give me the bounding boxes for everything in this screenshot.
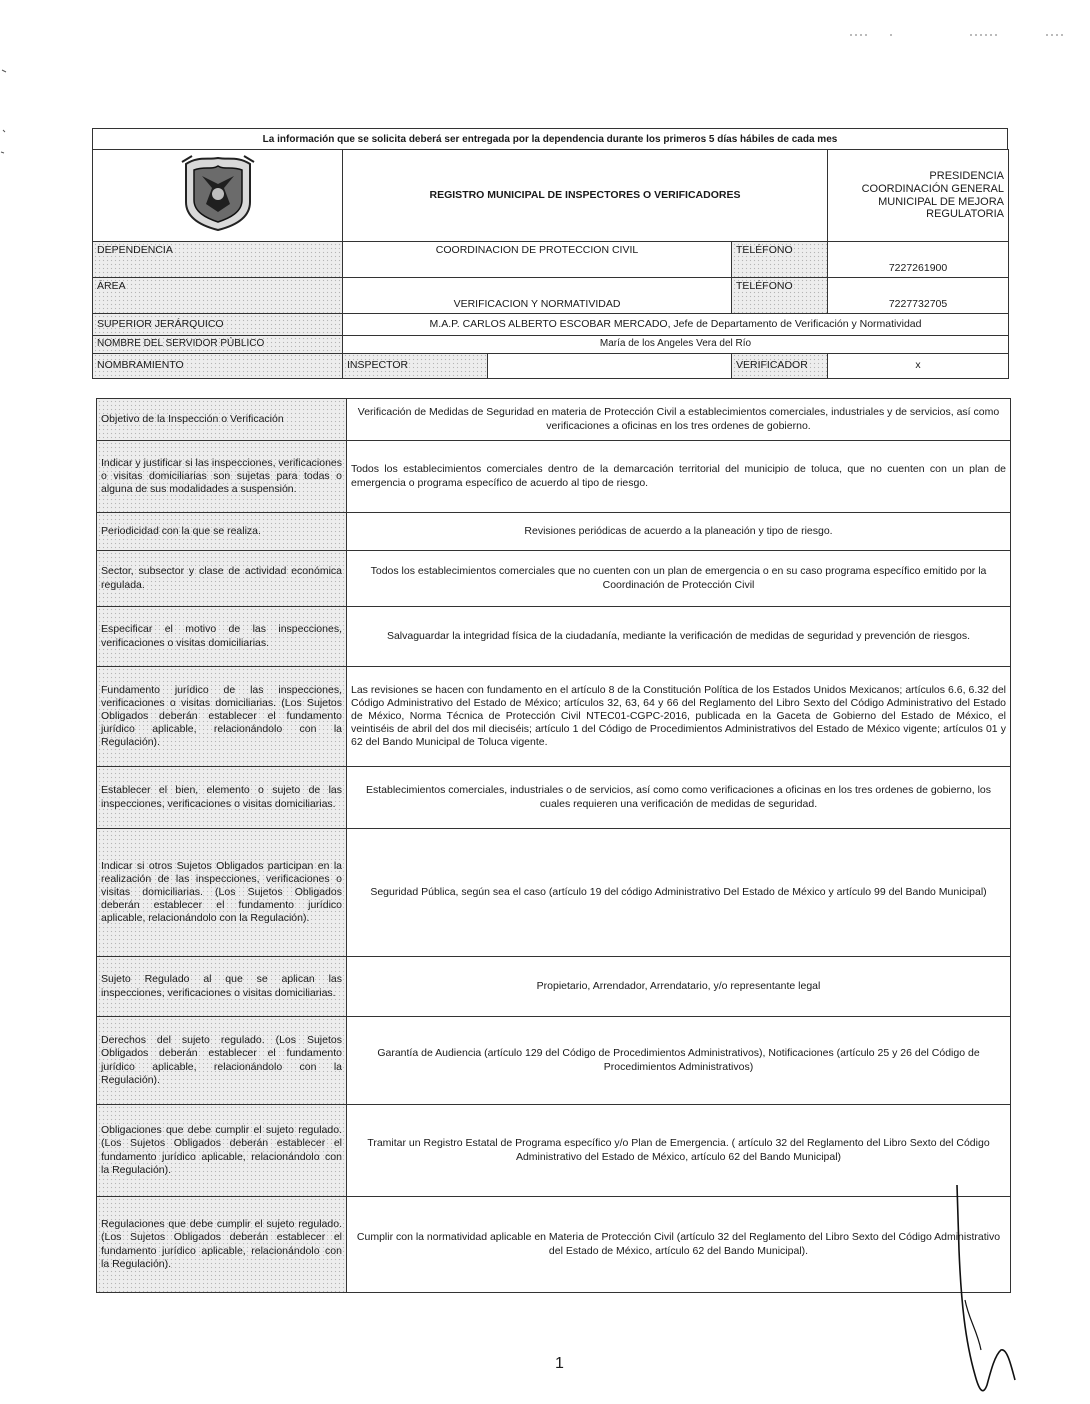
area-label: ÁREA xyxy=(93,278,343,314)
section-value: Seguridad Pública, según sea el caso (artículo 19 del código Administrativo Del Estado de México y artículo 99 del Bando Municipal) xyxy=(347,829,1011,957)
signature-mark xyxy=(935,1180,1035,1400)
sections-table xyxy=(96,398,1011,1293)
section-label: Indicar si otros Sujetos Obligados participan en la realización de las inspecciones, verificaciones o visitas domiciliarias. (Los Sujetos Obligados deberán establecer el fundamento jurídico aplicable, relacionándolo con la Regulación). xyxy=(97,829,347,957)
section-value: Tramitar un Registro Estatal de Programa específico y/o Plan de Emergencia. ( artículo 32 del Reglamento del Libro Sexto del Código Administrativo del Estado de México, artículo 62 del Bando Municipal) xyxy=(347,1105,1011,1197)
header-table xyxy=(92,149,1009,242)
municipal-coat-of-arms-icon xyxy=(178,154,258,232)
submission-notice: La información que se solicita deberá ser entregada por la dependencia durante los primeros 5 días hábiles de cada mes xyxy=(92,128,1008,150)
section-value: Garantía de Audiencia (artículo 129 del Código de Procedimientos Administrativos), Notificaciones (artículo 25 y 26 del Código de Procedimientos Administrativos) xyxy=(347,1017,1011,1105)
section-row xyxy=(97,513,1011,551)
org-line: COORDINACIÓN GENERAL xyxy=(861,182,1004,195)
document-title: REGISTRO MUNICIPAL DE INSPECTORES O VERIFICADORES xyxy=(343,150,828,242)
scan-artifact xyxy=(850,30,1070,40)
nombramiento-label: NOMBRAMIENTO xyxy=(93,353,343,378)
section-row xyxy=(97,1017,1011,1105)
telefono-label: TELÉFONO xyxy=(732,278,828,314)
servidor-value: María de los Angeles Vera del Río xyxy=(343,336,1009,354)
dependencia-row xyxy=(93,242,1009,278)
section-label: Objetivo de la Inspección o Verificación xyxy=(97,399,347,441)
section-label: Sujeto Regulado al que se aplican las inspecciones, verificaciones o visitas domiciliarias. xyxy=(97,957,347,1017)
section-row xyxy=(97,829,1011,957)
nombramiento-row xyxy=(93,353,1009,378)
servidor-label: NOMBRE DEL SERVIDOR PÚBLICO xyxy=(93,336,343,354)
scan-artifact xyxy=(0,60,10,160)
page-number: 1 xyxy=(555,1355,564,1372)
section-row xyxy=(97,399,1011,441)
section-value: Salvaguardar la integridad física de la ciudadanía, mediante la verificación de medidas de seguridad y prevención de riesgos. xyxy=(347,607,1011,667)
section-label: Regulaciones que debe cumplir el sujeto regulado. (Los Sujetos Obligados deberán establecer el fundamento jurídico aplicable, relacionándolo con la Regulación). xyxy=(97,1197,347,1293)
telefono-label: TELÉFONO xyxy=(732,242,828,278)
section-label: Indicar y justificar si las inspecciones, verificaciones o visitas domiciliarias son sujetas para todas o alguna de sus modalidades a suspensión. xyxy=(97,441,347,513)
section-value: Las revisiones se hacen con fundamento en el artículo 8 de la Constitución Política de los Estados Unidos Mexicanos; artículos 6.6, 6.32 del Código Administrativo del Estado de México; artículos 32, 63, 64 y 66 del Reglamento del Libro Sexto del Código Administrativo del Estado de México, Norma Técnica de Protección Civil NTEC01-CGPC-2016, publicada en la Gaceta de Gobierno del Estado de México, el veintiséis de abril del dos mil dieciséis; artículo 1 del Código de Procedimientos Administrativos del Estado de México vigente; artículos 01 y 62 del Bando Municipal de Toluca vigente. xyxy=(347,667,1011,767)
servidor-row xyxy=(93,336,1009,354)
area-value: VERIFICACION Y NORMATIVIDAD xyxy=(343,278,732,314)
section-label: Especificar el motivo de las inspecciones, verificaciones o visitas domiciliarias. xyxy=(97,607,347,667)
section-label: Fundamento jurídico de las inspecciones, verificaciones o visitas domiciliarias. (Los Sujetos Obligados deberán establecer el fundamento jurídico aplicable, relacionándolo con la Regulación). xyxy=(97,667,347,767)
section-row xyxy=(97,767,1011,829)
superior-label: SUPERIOR JERÁRQUICO xyxy=(93,314,343,336)
section-value: Cumplir con la normatividad aplicable en Materia de Protección Civil (artículo 32 del Reglamento del Libro Sexto del Código Administrativo del Estado de México, artículo 62 del Bando Municipal). xyxy=(347,1197,1011,1293)
verificador-label: VERIFICADOR xyxy=(732,353,828,378)
section-row xyxy=(97,441,1011,513)
verificador-value: x xyxy=(828,353,1009,378)
dependencia-label: DEPENDENCIA xyxy=(93,242,343,278)
telefono-value: 7227732705 xyxy=(828,278,1009,314)
section-value: Revisiones periódicas de acuerdo a la planeación y tipo de riesgo. xyxy=(347,513,1011,551)
dependencia-value: COORDINACION DE PROTECCION CIVIL xyxy=(343,242,732,278)
superior-row xyxy=(93,314,1009,336)
section-value: Verificación de Medidas de Seguridad en materia de Protección Civil a establecimientos comerciales, industriales y de servicios, así como verificaciones a oficinas en los tres ordenes de gobierno. xyxy=(347,399,1011,441)
section-row xyxy=(97,551,1011,607)
area-row xyxy=(93,278,1009,314)
section-value: Establecimientos comerciales, industriales o de servicios, así como como verificaciones a oficinas en los tres ordenes de gobierno, los cuales requieren una verificación de medidas de seguridad. xyxy=(347,767,1011,829)
inspector-value xyxy=(488,353,732,378)
section-row xyxy=(97,1197,1011,1293)
section-label: Establecer el bien, elemento o sujeto de las inspecciones, verificaciones o visitas domiciliarias. xyxy=(97,767,347,829)
section-row xyxy=(97,667,1011,767)
org-line: PRESIDENCIA xyxy=(929,170,1004,183)
section-row xyxy=(97,607,1011,667)
section-row xyxy=(97,1105,1011,1197)
section-value: Todos los establecimientos comerciales que no cuenten con un plan de emergencia o en su caso programa específico emitido por la Coordinación de Protección Civil xyxy=(347,551,1011,607)
org-line: REGULATORIA xyxy=(926,208,1004,221)
org-line: MUNICIPAL DE MEJORA xyxy=(878,195,1004,208)
superior-value: M.A.P. CARLOS ALBERTO ESCOBAR MERCADO, Jefe de Departamento de Verificación y Normatividad xyxy=(343,314,1009,336)
section-row xyxy=(97,957,1011,1017)
issuing-organization xyxy=(828,150,1009,242)
section-label: Obligaciones que debe cumplir el sujeto regulado. (Los Sujetos Obligados deberán establecer el fundamento jurídico aplicable, relacionándolo con la Regulación). xyxy=(97,1105,347,1197)
info-table xyxy=(92,241,1009,379)
section-label: Derechos del sujeto regulado. (Los Sujetos Obligados deberán establecer el fundamento jurídico aplicable, relacionándolo con la Regulación). xyxy=(97,1017,347,1105)
section-label: Sector, subsector y clase de actividad económica regulada. xyxy=(97,551,347,607)
section-value: Todos los establecimientos comerciales dentro de la demarcación territorial del municipio de toluca, que no cuenten con un plan de emergencia o programa específico de acuerdo al tipo de riesgo. xyxy=(347,441,1011,513)
inspector-label: INSPECTOR xyxy=(343,353,488,378)
section-label: Periodicidad con la que se realiza. xyxy=(97,513,347,551)
telefono-value: 7227261900 xyxy=(828,242,1009,278)
seal-cell xyxy=(93,150,343,242)
section-value: Propietario, Arrendador, Arrendatario, y/o representante legal xyxy=(347,957,1011,1017)
